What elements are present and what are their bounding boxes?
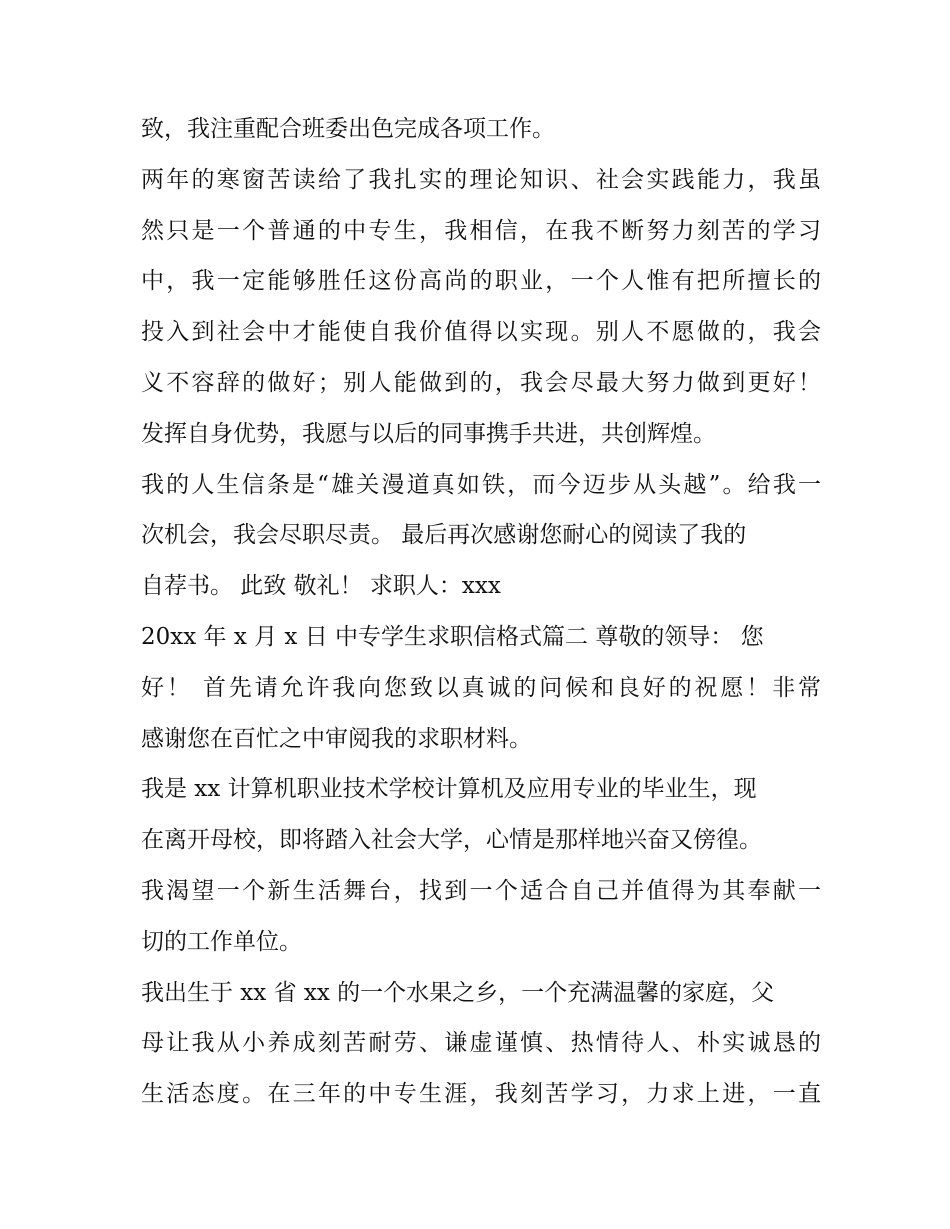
text-line: 义不容辞的做好；别人能做到的，我会尽最大努力做到更好！	[141, 369, 821, 396]
text-line: 生活态度。在三年的中专生涯，我刻苦学习，力求上进，一直	[141, 1081, 821, 1108]
text-line: 在离开母校，即将踏入社会大学，心情是那样地兴奋又傍徨。	[141, 827, 762, 854]
text-line: 感谢您在百忙之中审阅我的求职材料。	[141, 725, 532, 752]
text-line: 我的人生信条是“雄关漫道真如铁，而今迈步从头越”。给我一	[141, 471, 821, 498]
text-line: 然只是一个普通的中专生，我相信，在我不断努力刻苦的学习	[141, 217, 821, 244]
text-line: 投入到社会中才能使自我价值得以实现。别人不愿做的，我会	[141, 319, 821, 346]
text-line: 母让我从小养成刻苦耐劳、谦虚谨慎、热情待人、朴实诚恳的	[141, 1030, 821, 1057]
text-line: 我渴望一个新生活舞台，找到一个适合自己并值得为其奉献一	[141, 877, 821, 904]
text-line: 中，我一定能够胜任这份高尚的职业，一个人惟有把所擅长的	[141, 268, 821, 295]
text-line: 我出生于 xx 省 xx 的一个水果之乡，一个充满温馨的家庭，父	[141, 979, 775, 1006]
text-line: 两年的寒窗苦读给了我扎实的理论知识、社会实践能力，我虽	[141, 166, 821, 193]
text-line: 次机会，我会尽职尽责。 最后再次感谢您耐心的阅读了我的	[141, 522, 747, 549]
text-line: 切的工作单位。	[141, 928, 302, 955]
text-line: 发挥自身优势，我愿与以后的同事携手共进，共创辉煌。	[141, 420, 716, 447]
text-line: 自荐书。 此致 敬礼！ 求职人：xxx	[141, 573, 501, 600]
text-line: 致，我注重配合班委出色完成各项工作。	[141, 116, 555, 142]
text-line: 20xx 年 x 月 x 日 中专学生求职信格式篇二 尊敬的领导： 您	[141, 623, 764, 650]
document-body	[141, 104, 821, 1120]
text-line: 好！ 首先请允许我向您致以真诚的问候和良好的祝愿！非常	[141, 674, 821, 701]
text-line: 我是 xx 计算机职业技术学校计算机及应用专业的毕业生，现	[141, 776, 757, 803]
